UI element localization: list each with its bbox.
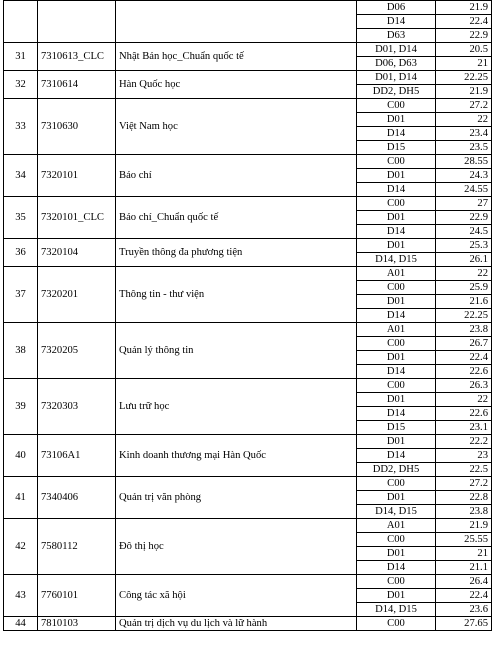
cell-subject-combination: D01 <box>357 113 436 127</box>
cell-score: 23.4 <box>436 127 492 141</box>
cell-score: 24.3 <box>436 169 492 183</box>
table-row <box>4 575 492 589</box>
cell-major-name: Báo chí <box>116 155 357 197</box>
cell-subject-combination: D14, D15 <box>357 253 436 267</box>
cell-subject-combination: DD2, DH5 <box>357 463 436 477</box>
cell-score: 25.55 <box>436 533 492 547</box>
cell-subject-combination: D14 <box>357 15 436 29</box>
cell-subject-combination: D01 <box>357 547 436 561</box>
cell-major-code: 7310613_CLC <box>38 43 116 71</box>
cell-subject-combination: D15 <box>357 141 436 155</box>
cell-subject-combination: D06 <box>357 1 436 15</box>
cell-subject-combination: C00 <box>357 477 436 491</box>
cell-major-name: Quản trị dịch vụ du lịch và lữ hành <box>116 617 357 631</box>
cell-score: 26.7 <box>436 337 492 351</box>
cell-stt: 37 <box>4 267 38 323</box>
cell-score: 24.55 <box>436 183 492 197</box>
cell-score: 25.9 <box>436 281 492 295</box>
cell-score: 24.5 <box>436 225 492 239</box>
cell-stt: 38 <box>4 323 38 379</box>
cell-subject-combination: D15 <box>357 421 436 435</box>
cell-subject-combination: C00 <box>357 155 436 169</box>
cell-major-code: 7320205 <box>38 323 116 379</box>
cell-score: 21.9 <box>436 1 492 15</box>
cell-subject-combination: D14 <box>357 309 436 323</box>
cell-subject-combination: D01 <box>357 239 436 253</box>
cell-subject-combination: D01 <box>357 491 436 505</box>
cell-score: 22.9 <box>436 29 492 43</box>
cell-score: 20.5 <box>436 43 492 57</box>
table-row <box>4 617 492 631</box>
table-body <box>4 1 492 631</box>
cell-major-code: 7760101 <box>38 575 116 617</box>
table-row <box>4 155 492 169</box>
cell-subject-combination: D01 <box>357 169 436 183</box>
cell-subject-combination: D63 <box>357 29 436 43</box>
cell-score: 21.9 <box>436 519 492 533</box>
cell-major-code: 73106A1 <box>38 435 116 477</box>
cell-score: 27.2 <box>436 99 492 113</box>
cell-stt: 35 <box>4 197 38 239</box>
cell-score: 27.65 <box>436 617 492 631</box>
table-row <box>4 99 492 113</box>
cell-score: 23.1 <box>436 421 492 435</box>
cell-score: 23.5 <box>436 141 492 155</box>
cell-score: 22.9 <box>436 211 492 225</box>
cell-score: 22.4 <box>436 351 492 365</box>
cell-score: 21 <box>436 547 492 561</box>
cell-subject-combination: D01 <box>357 211 436 225</box>
cell-major-code: 7320101_CLC <box>38 197 116 239</box>
cell-subject-combination: D01 <box>357 393 436 407</box>
cell-score: 22 <box>436 267 492 281</box>
cell-score: 22.4 <box>436 589 492 603</box>
cell-score: 21.6 <box>436 295 492 309</box>
cell-subject-combination: C00 <box>357 281 436 295</box>
cell-score: 26.1 <box>436 253 492 267</box>
cell-subject-combination: D14 <box>357 449 436 463</box>
cell-subject-combination: A01 <box>357 267 436 281</box>
cell-subject-combination: D01 <box>357 589 436 603</box>
cell-major-name: Truyền thông đa phương tiện <box>116 239 357 267</box>
cell-major-name: Việt Nam học <box>116 99 357 155</box>
cell-stt: 43 <box>4 575 38 617</box>
table-row <box>4 435 492 449</box>
cell-subject-combination: A01 <box>357 519 436 533</box>
cell-stt: 32 <box>4 71 38 99</box>
table-row <box>4 323 492 337</box>
cell-score: 22.6 <box>436 407 492 421</box>
table-row <box>4 71 492 85</box>
cell-major-name: Kinh doanh thương mại Hàn Quốc <box>116 435 357 477</box>
cell-subject-combination: D01, D14 <box>357 43 436 57</box>
cell-score: 23.8 <box>436 323 492 337</box>
cell-subject-combination: D14, D15 <box>357 505 436 519</box>
table-row <box>4 1 492 15</box>
cell-stt: 42 <box>4 519 38 575</box>
cell-stt: 40 <box>4 435 38 477</box>
cell-subject-combination: D14 <box>357 183 436 197</box>
cell-subject-combination: D14 <box>357 407 436 421</box>
cell-subject-combination: D14, D15 <box>357 603 436 617</box>
cell-major-name: Công tác xã hội <box>116 575 357 617</box>
cell-subject-combination: C00 <box>357 617 436 631</box>
cell-major-code: 7320201 <box>38 267 116 323</box>
cell-subject-combination: D14 <box>357 225 436 239</box>
cell-major-name: Đô thị học <box>116 519 357 575</box>
cell-score: 22.25 <box>436 309 492 323</box>
cell-major-name: Quản lý thông tin <box>116 323 357 379</box>
cell-major-name: Quản trị văn phòng <box>116 477 357 519</box>
cell-score: 21.1 <box>436 561 492 575</box>
cell-stt: 31 <box>4 43 38 71</box>
cell-major-code: 7810103 <box>38 617 116 631</box>
cell-subject-combination: D14 <box>357 365 436 379</box>
cell-score: 23 <box>436 449 492 463</box>
cell-major-code: 7320101 <box>38 155 116 197</box>
table-row <box>4 519 492 533</box>
cell-major-code: 7340406 <box>38 477 116 519</box>
cell-major-name: Lưu trữ học <box>116 379 357 435</box>
cell-major-code: 7310614 <box>38 71 116 99</box>
cell-subject-combination: C00 <box>357 575 436 589</box>
cell-subject-combination: C00 <box>357 533 436 547</box>
cell-score: 23.6 <box>436 603 492 617</box>
cell-major-code: 7320104 <box>38 239 116 267</box>
cell-score: 21.9 <box>436 85 492 99</box>
cell-score: 22.8 <box>436 491 492 505</box>
cell-subject-combination: C00 <box>357 337 436 351</box>
cell-stt: 33 <box>4 99 38 155</box>
cell-subject-combination: D14 <box>357 127 436 141</box>
cell-score: 25.3 <box>436 239 492 253</box>
cell-stt: 34 <box>4 155 38 197</box>
cell-score: 22 <box>436 113 492 127</box>
cell-major-name: Hàn Quốc học <box>116 71 357 99</box>
cell-score: 27.2 <box>436 477 492 491</box>
cell-subject-combination: D06, D63 <box>357 57 436 71</box>
cell-stt: 36 <box>4 239 38 267</box>
cell-major-name: Báo chí_Chuẩn quốc tế <box>116 197 357 239</box>
cell-subject-combination: C00 <box>357 197 436 211</box>
cell-score: 22.4 <box>436 15 492 29</box>
cell-score: 23.8 <box>436 505 492 519</box>
cell-subject-combination: D01, D14 <box>357 71 436 85</box>
table-row <box>4 477 492 491</box>
admission-score-table <box>3 0 492 631</box>
cell-score: 22.6 <box>436 365 492 379</box>
cell-score: 26.3 <box>436 379 492 393</box>
cell-score: 26.4 <box>436 575 492 589</box>
cell-major-code: 7320303 <box>38 379 116 435</box>
cell-score: 22.5 <box>436 463 492 477</box>
cell-major-code <box>38 1 116 43</box>
cell-major-code: 7310630 <box>38 99 116 155</box>
table-row <box>4 239 492 253</box>
cell-subject-combination: D01 <box>357 435 436 449</box>
cell-score: 27 <box>436 197 492 211</box>
cell-stt <box>4 1 38 43</box>
cell-subject-combination: C00 <box>357 99 436 113</box>
cell-score: 22.25 <box>436 71 492 85</box>
cell-score: 28.55 <box>436 155 492 169</box>
table-row <box>4 267 492 281</box>
cell-subject-combination: D01 <box>357 295 436 309</box>
table-row <box>4 379 492 393</box>
cell-score: 22.2 <box>436 435 492 449</box>
table-row <box>4 197 492 211</box>
cell-stt: 41 <box>4 477 38 519</box>
cell-major-code: 7580112 <box>38 519 116 575</box>
cell-stt: 44 <box>4 617 38 631</box>
cell-stt: 39 <box>4 379 38 435</box>
cell-subject-combination: D01 <box>357 351 436 365</box>
cell-score: 21 <box>436 57 492 71</box>
cell-subject-combination: A01 <box>357 323 436 337</box>
cell-major-name: Thông tin - thư viện <box>116 267 357 323</box>
cell-subject-combination: C00 <box>357 379 436 393</box>
cell-major-name: Nhật Bản học_Chuẩn quốc tế <box>116 43 357 71</box>
cell-subject-combination: DD2, DH5 <box>357 85 436 99</box>
cell-score: 22 <box>436 393 492 407</box>
cell-subject-combination: D14 <box>357 561 436 575</box>
table-row <box>4 43 492 57</box>
cell-major-name <box>116 1 357 43</box>
